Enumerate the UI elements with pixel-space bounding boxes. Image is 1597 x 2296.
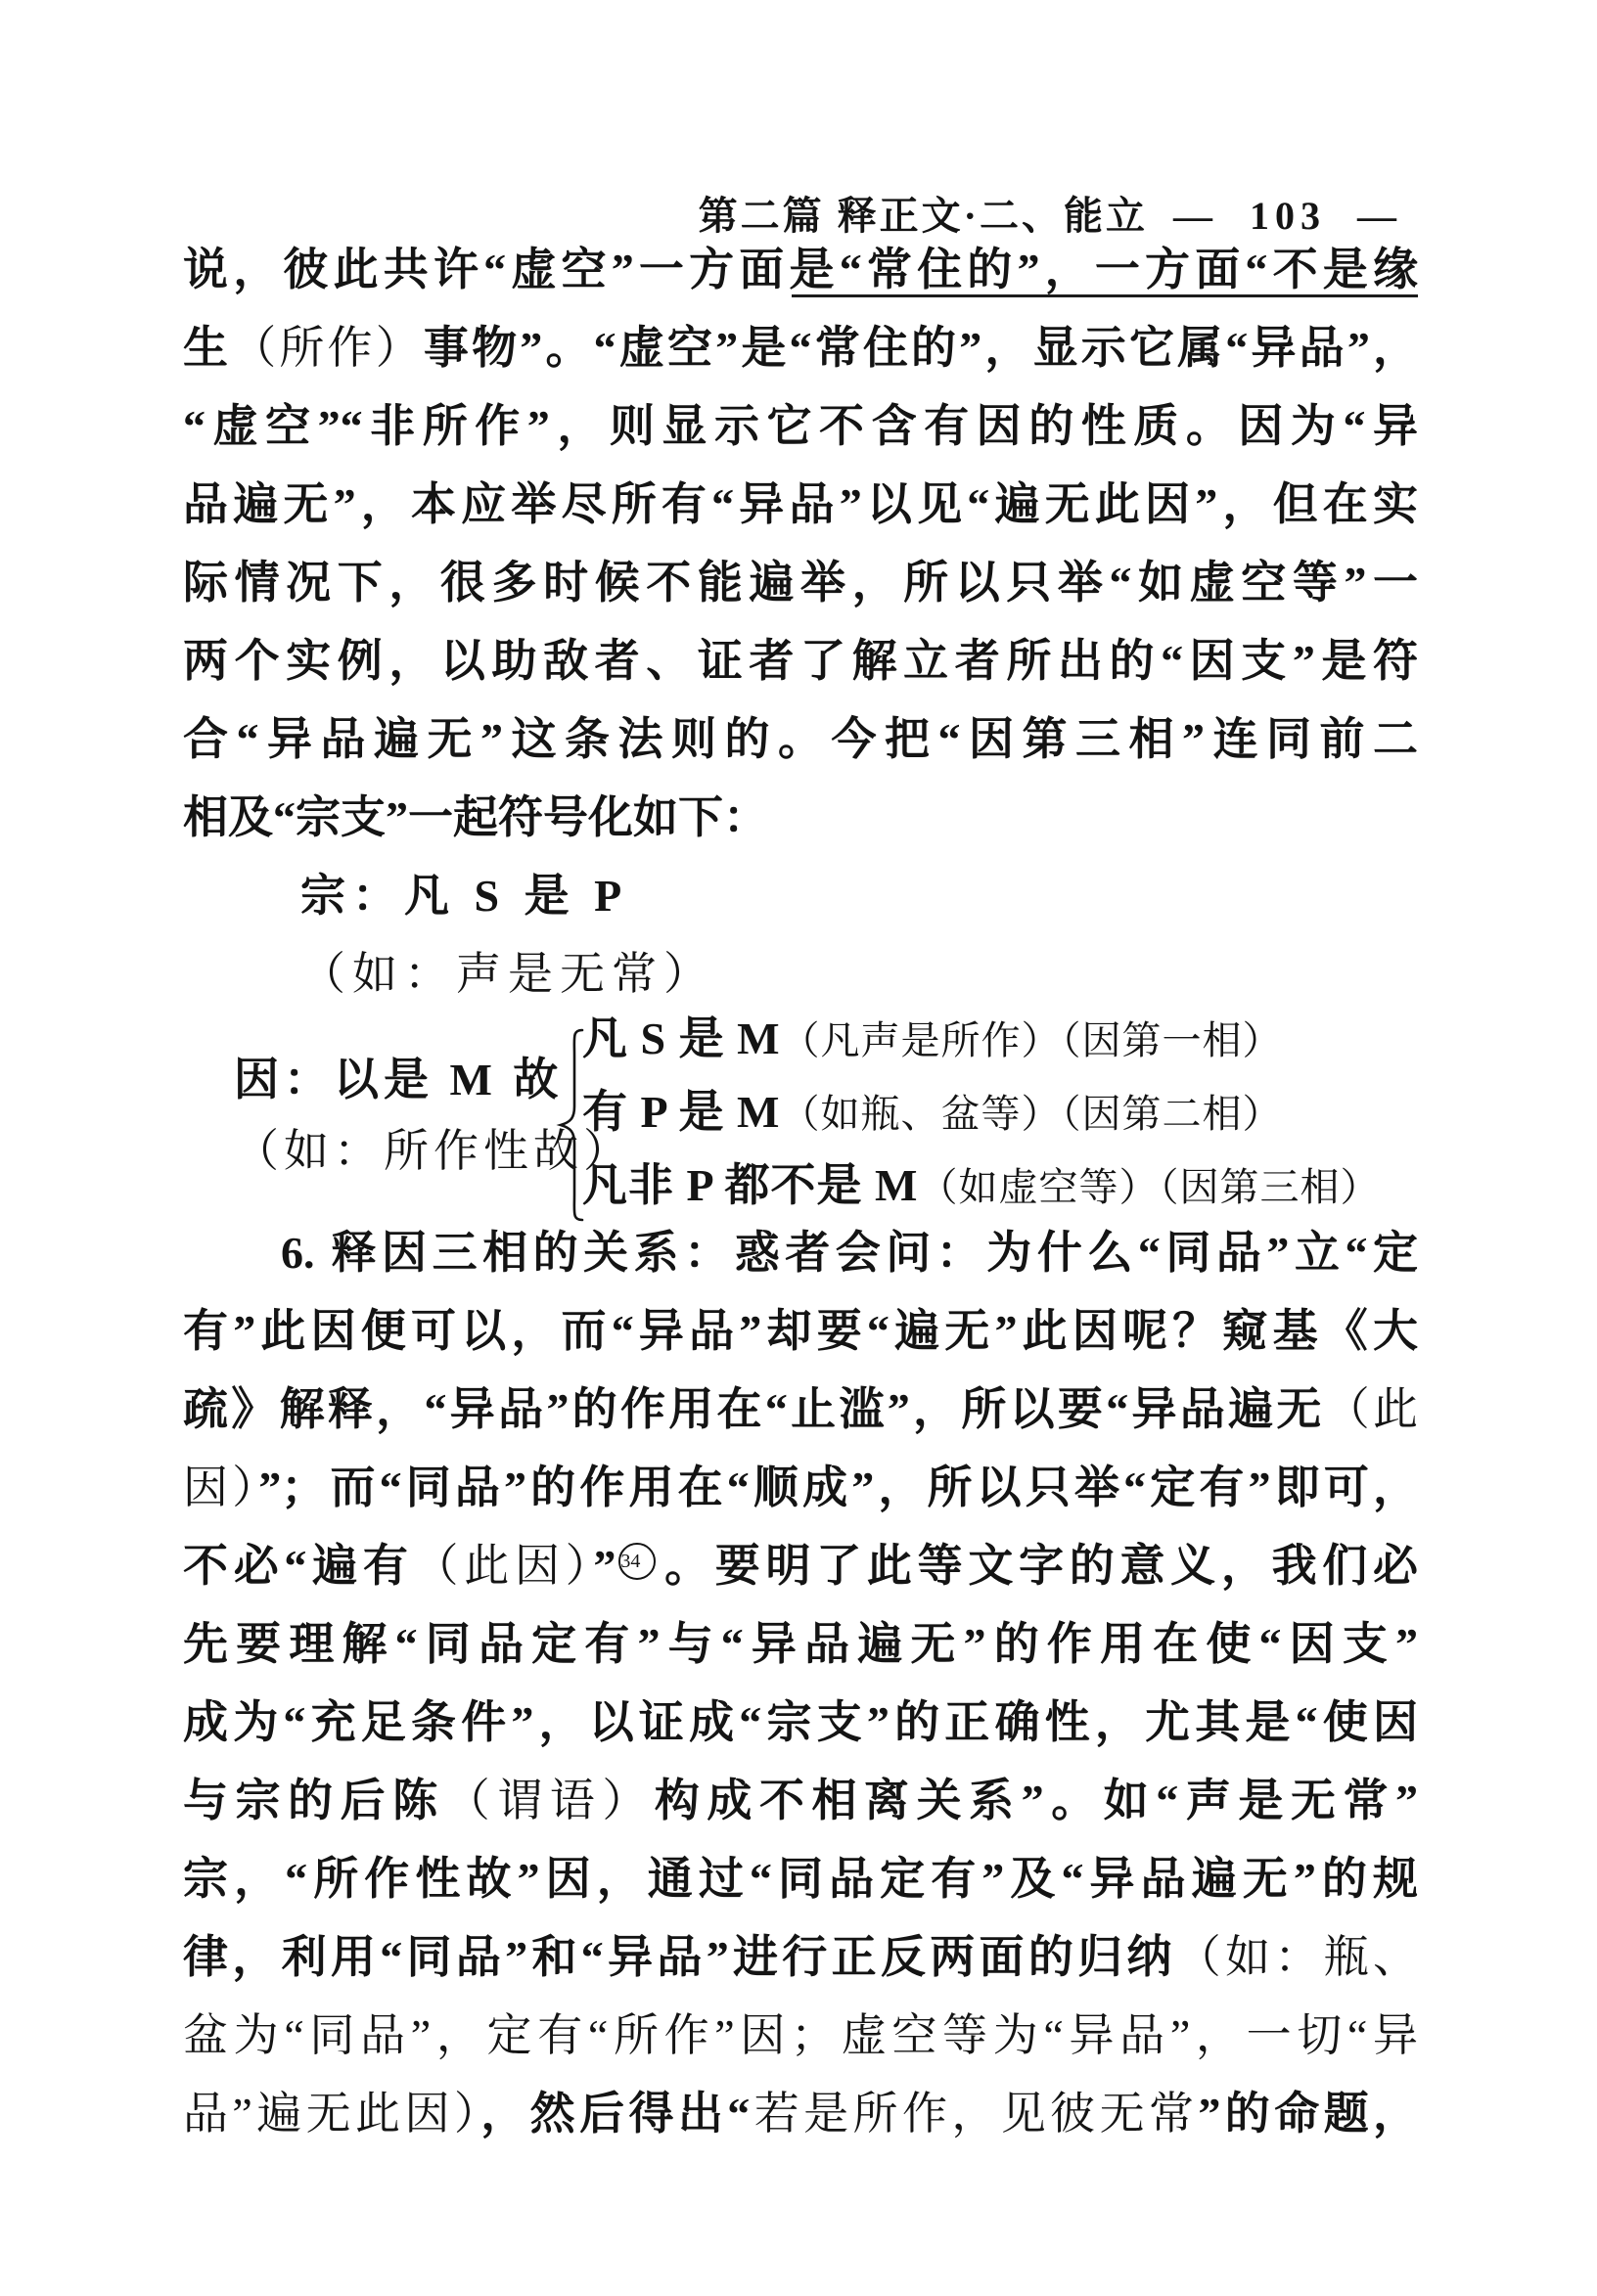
text-segment: 宗：凡 S 是 P: [300, 871, 629, 921]
text-segment: 。要明了此等文字的意义，我们必: [659, 1541, 1419, 1591]
text-segment: 两个实例，以助敌者、证者了解立者所出的“因支”是符: [183, 636, 1418, 686]
text-line: [582, 1002, 1380, 1075]
text-segment: “虚空”“非所作”，则显示它不含有因的性质。因为“异: [183, 401, 1418, 451]
text-segment-light: （此因）: [413, 1541, 594, 1591]
text-line: [183, 466, 1418, 544]
text-segment: 与宗的后陈: [183, 1776, 445, 1825]
text-segment: 律，利用“同品”和“异品”进行正反两面的归纳: [183, 1932, 1176, 1982]
text-segment: 说，彼此共许“虚空”一方面是“常住的”，一方面“不是缘: [183, 245, 1418, 294]
text-line: [183, 622, 1418, 700]
text-segment: 6. 释因三相的关系：惑者会问：为什么“同品”立“定: [281, 1228, 1418, 1278]
text-line: [183, 231, 1418, 309]
text-segment: ”的命题，: [1198, 2089, 1419, 2138]
text-segment: 合“异品遍无”这条法则的。今把“因第三相”连同前二: [183, 714, 1418, 764]
text-segment: ，然后得出“: [480, 2089, 751, 2138]
text-line: [183, 387, 1418, 466]
text-line: [183, 1527, 1418, 1605]
text-line: [183, 1762, 1418, 1840]
text-segment-light: 盆为“同品”，定有“所作”因；虚空等为“异品”，一切“异: [183, 2010, 1418, 2060]
paragraph-2: [183, 1214, 1418, 2153]
text-segment: 因：以是 M 故: [234, 1055, 564, 1104]
formula-right-column: [582, 1002, 1380, 1222]
text-line: [183, 309, 1418, 387]
text-segment: 不必“遍有: [183, 1541, 414, 1591]
text-segment-light: （凡声是所作）（因第一相）: [780, 1018, 1283, 1062]
text-line: [183, 779, 1418, 857]
text-segment: 际情况下，很多时候不能遍举，所以只举“如虚空等”一: [183, 558, 1418, 608]
text-line: [183, 1684, 1418, 1762]
text-segment-light: 若是所作，见彼无常: [750, 2089, 1199, 2138]
text-segment: 品遍无”，本应举尽所有“异品”以见“遍无此因”，但在实: [183, 479, 1418, 529]
text-segment-light: （如虚空等）（因第三相）: [918, 1165, 1381, 1209]
footnote-marker: 34: [618, 1543, 656, 1580]
text-segment: ”；而“同品”的作用在“顺成”，所以只举“定有”即可，: [258, 1463, 1419, 1512]
text-segment-light: 品”遍无此因）: [183, 2089, 481, 2138]
text-line: [183, 544, 1418, 622]
text-segment: 相及“宗支”一起符号化如下：: [183, 792, 768, 842]
text-line: [300, 857, 715, 935]
text-line: [183, 1292, 1418, 1371]
text-segment: 构成不相离关系”。如“声是无常”: [654, 1776, 1419, 1825]
text-segment-light: （如瓶、盆等）（因第二相）: [780, 1092, 1283, 1136]
text-segment-light: （所作）: [231, 323, 424, 373]
text-line: [183, 1918, 1418, 1997]
text-segment-light: 因）: [183, 1463, 259, 1512]
formula-block: [183, 1008, 1418, 1233]
text-line: [183, 2075, 1418, 2153]
text-segment-light: （如：瓶、: [1175, 1932, 1419, 1982]
formula-intro-lines: [300, 857, 715, 1013]
text-segment: 先要理解“同品定有”与“异品遍无”的作用在使“因支”: [183, 1619, 1418, 1669]
page-number: — 103 —: [1173, 194, 1402, 238]
text-segment: ”: [593, 1541, 616, 1591]
text-line: [183, 1605, 1418, 1684]
paragraph-1: [183, 231, 1418, 857]
text-segment: 生: [183, 323, 232, 373]
text-segment: 凡 S 是 M: [582, 1013, 781, 1063]
text-line: [183, 700, 1418, 779]
text-segment: 有”此因便可以，而“异品”却要“遍无”此因呢？窥基《大: [183, 1306, 1418, 1356]
text-segment: 事物”。“虚空”是“常住的”，显示它属“异品”，: [423, 323, 1419, 373]
text-line: [582, 1075, 1380, 1148]
text-line: [582, 1148, 1380, 1222]
text-segment: 有 P 是 M: [582, 1087, 781, 1137]
text-segment: 成为“充足条件”，以证成“宗支”的正确性，尤其是“使因: [183, 1697, 1418, 1747]
text-line: [183, 1997, 1418, 2075]
text-segment-light: （谓语）: [444, 1776, 655, 1825]
text-segment-light: （如：声是无常）: [300, 949, 715, 999]
text-segment-light: （此: [1324, 1384, 1419, 1434]
text-line: [183, 1371, 1418, 1449]
text-segment: 宗，“所作性故”因，通过“同品定有”及“异品遍无”的规: [183, 1854, 1418, 1904]
curly-brace-icon: [553, 1027, 586, 1223]
text-line: [183, 1840, 1418, 1918]
text-segment-light: （如：所作性故）: [234, 1126, 633, 1176]
running-head-title: 第二篇 释正文·二、能立: [698, 194, 1148, 238]
text-line: [183, 1449, 1418, 1527]
text-line: [183, 1214, 1418, 1292]
text-segment: 疏》解释，“异品”的作用在“止滥”，所以要“异品遍无: [183, 1384, 1325, 1434]
text-segment: 凡非 P 都不是 M: [582, 1160, 919, 1210]
